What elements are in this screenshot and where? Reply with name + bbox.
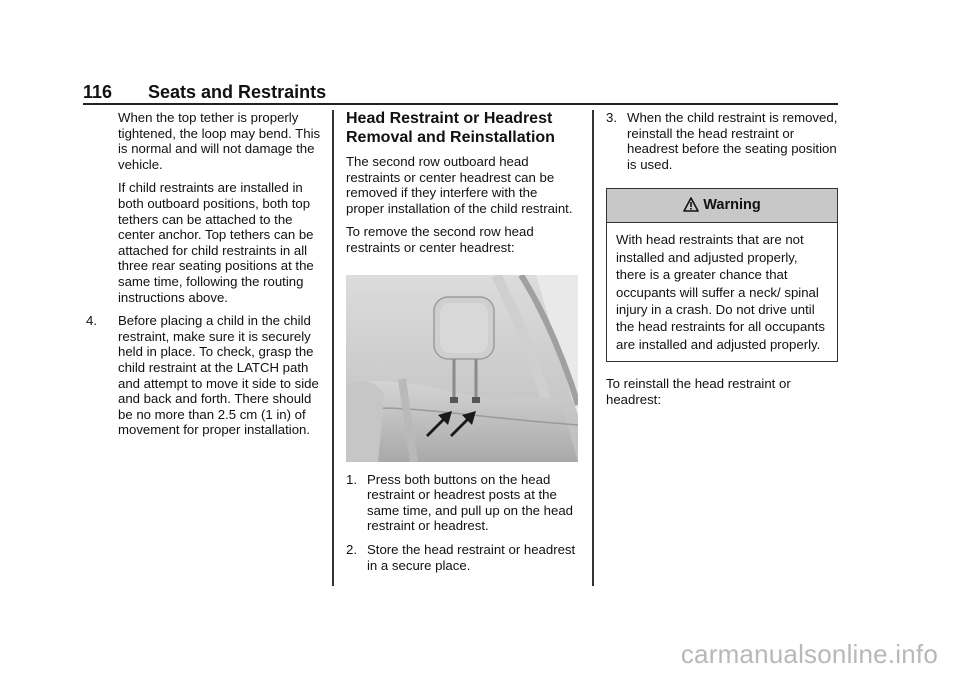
step-number: 2. — [346, 541, 357, 557]
step-text: Press both buttons on the head restraint or headrest posts at the same time, and pull up on the head restraint or headrest. — [367, 471, 574, 534]
page-header — [83, 82, 326, 103]
header-rule — [83, 103, 838, 105]
step-text: When the child restraint is removed, reinstall the head restraint or headrest before the seating position is used. — [627, 110, 838, 172]
column-1 — [86, 110, 324, 446]
page-number: 116 — [83, 82, 113, 102]
intro-paragraph: The second row outboard head restraints or center headrest can be removed if they interfere with the proper installation of the child restraint. — [346, 154, 573, 216]
step-3 — [606, 110, 838, 172]
column-divider — [592, 110, 594, 586]
step-1 — [346, 472, 578, 534]
step-text: Before placing a child in the child restraint, make sure it is securely held in place. To check, grasp the child restraint at the LATCH path and attempt to move it side to side and back and forth. There should be no more than 2.5 cm (1 in) of movement for proper installation. — [118, 313, 319, 438]
remove-instruction: To remove the second row head restraints or center headrest: — [346, 224, 534, 255]
column-2 — [346, 110, 578, 581]
step-text: Store the head restraint or headrest in a secure place. — [367, 541, 576, 573]
reinstall-instruction: To reinstall the head restraint or headrest: — [606, 376, 791, 407]
warning-title: Warning — [703, 197, 761, 214]
section-title: Seats and Restraints — [148, 82, 327, 102]
warning-box — [606, 188, 838, 362]
step-number: 3. — [606, 110, 617, 125]
column-divider — [332, 110, 334, 586]
warning-triangle-icon — [683, 192, 699, 225]
step-number: 4. — [86, 313, 97, 329]
column-3 — [606, 110, 838, 415]
section-heading: Head Restraint or Headrest Removal and Reinstallation — [346, 110, 555, 146]
step-4 — [83, 313, 324, 438]
watermark: carmanualsonline.info — [680, 639, 938, 669]
tether-paragraph: When the top tether is properly tightened, the loop may bend. This is normal and will not damage the vehicle. — [118, 110, 321, 172]
step-2 — [346, 542, 578, 573]
warning-text: With head restraints that are not installed and adjusted properly, there is a greater chance that occupants will suffer a neck/ spinal injury in a crash. Do not drive until the head restraints for all occupants are installed and adjusted properly. — [616, 232, 825, 352]
step-number: 1. — [346, 471, 357, 487]
outboard-paragraph: If child restraints are installed in both outboard positions, both top tethers can be attached to the center anchor. Top tethers can be attached for child restraints in all three rear seating positions at the same time, following the routing instructions above. — [118, 180, 314, 305]
head-restraint-illustration — [346, 275, 578, 462]
warning-header — [607, 189, 837, 223]
